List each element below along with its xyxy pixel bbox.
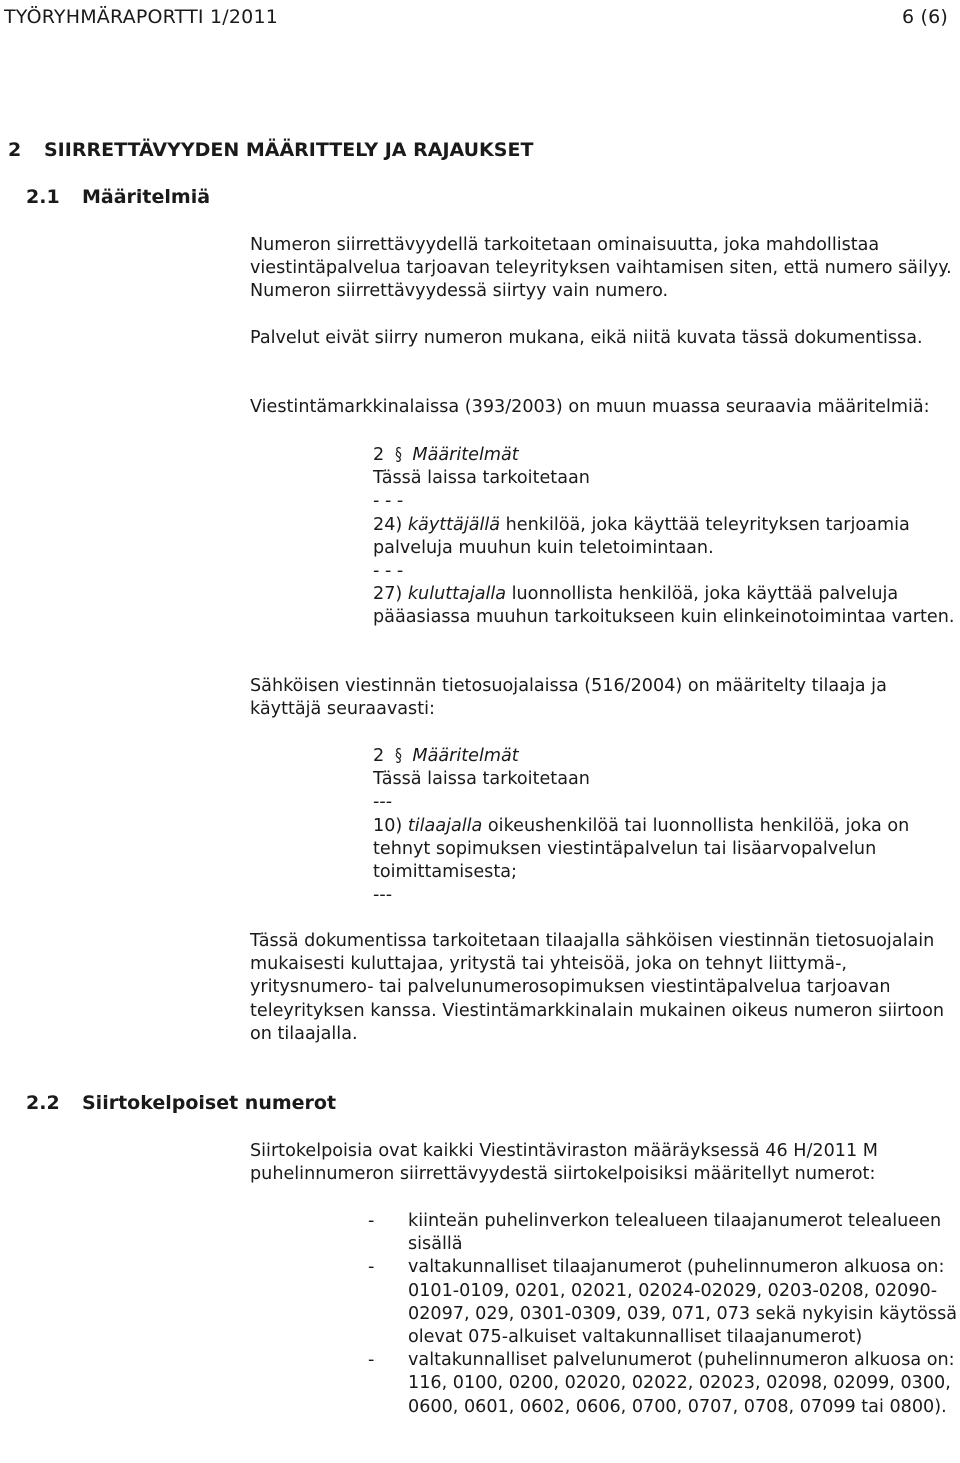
subsection-heading-portable-numbers	[26, 1092, 336, 1114]
definition-consumer: 27) kuluttajalla luonnollista henkilöä, joka käyttää palveluja pääasiassa muuhun tarkoitukseen kuin elinkeinotoimintaa varten.	[373, 584, 955, 628]
paragraph-privacy-act: Sähköisen viestinnän tietosuojalaissa (516/2004) on määritelty tilaaja ja käyttäjä seuraavasti:	[250, 676, 887, 720]
subsection-number: 2.2	[26, 1092, 60, 1114]
definition-user: 24) käyttäjällä henkilöä, joka käyttää teleyrityksen tarjoamia palveluja muuhun kuin teletoimintaan.	[373, 514, 910, 558]
quote-separator: - - -	[373, 491, 404, 512]
quote-separator: ---	[373, 792, 393, 813]
subsection-number: 2.1	[26, 186, 60, 208]
paragraph-portable-numbers: Siirtokelpoisia ovat kaikki Viestintäviraston määräyksessä 46 H/2011 M puhelinnumeron siirrettävyydestä siirtokelpoisiksi määritellyt numerot:	[250, 1141, 878, 1185]
subsection-title: Määritelmiä	[82, 186, 211, 208]
paragraph-communications-market-act: Viestintämarkkinalaissa (393/2003) on muun muassa seuraavia määritelmiä:	[250, 397, 930, 417]
page-number: 6 (6)	[901, 6, 948, 28]
section-number: 2	[8, 139, 22, 161]
section-heading	[8, 139, 533, 161]
list-item: - valtakunnalliset tilaajanumerot (puhelinnumeron alkuosa on: 0101-0109, 0201, 02021, 02024-02029, 0203-0208, 02090-02097, 029, 0301-0309, 039, 071, 073 sekä nykyisin käytössä olevat 075-alkuiset valtakunnalliset tilaajanumerot)	[368, 1257, 958, 1348]
report-header: TYÖRYHMÄRAPORTTI 1/2011	[4, 6, 279, 28]
quote-separator: ---	[373, 885, 393, 906]
law-quote-privacy-act	[373, 744, 958, 907]
section-title: SIIRRETTÄVYYDEN MÄÄRITTELY JA RAJAUKSET	[44, 139, 534, 161]
subsection-heading-definitions	[26, 186, 210, 208]
quote-section-heading: 2 § Määritelmät	[373, 444, 519, 465]
law-quote-communications-market-act	[373, 443, 958, 630]
quote-separator: - - -	[373, 561, 404, 582]
list-item: - kiinteän puhelinverkon telealueen tilaajanumerot telealueen sisällä	[368, 1211, 942, 1255]
subsection-title: Siirtokelpoiset numerot	[82, 1092, 337, 1114]
section-sign: §	[394, 745, 402, 766]
list-item: - valtakunnalliset palvelunumerot (puhelinnumeron alkuosa on: 116, 0100, 0200, 02020, 02022, 02023, 02098, 02099, 0300, 0600, 0601, 0602, 0606, 0700, 0707, 0708, 07099 tai 0800).	[368, 1350, 955, 1417]
paragraph-subscriber-definition: Tässä dokumentissa tarkoitetaan tilaajalla sähköisen viestinnän tietosuojalain mukaisesti kuluttajaa, yritystä tai yhteisöä, joka on tehnyt liittymä-, yritysnumero- tai palvelunumerosopimuksen viestintäpalvelua tarjoavan teleyrityksen kanssa. Viestintämarkkinalain mukainen oikeus numeron siirtoon on tilaajalla.	[250, 931, 944, 1044]
paragraph-services: Palvelut eivät siirry numeron mukana, eikä niitä kuvata tässä dokumentissa.	[250, 328, 923, 348]
quote-intro: Tässä laissa tarkoitetaan	[373, 468, 590, 489]
paragraph-number-portability: Numeron siirrettävyydellä tarkoitetaan ominaisuutta, joka mahdollistaa viestintäpalvelua tarjoavan teleyrityksen vaihtamisen siten, että numero säilyy. Numeron siirrettävyydessä siirtyy vain numero.	[250, 235, 952, 302]
quote-section-heading: 2 § Määritelmät	[373, 745, 519, 766]
definition-subscriber: 10) tilaajalla oikeushenkilöä tai luonnollista henkilöä, joka on tehnyt sopimuksen viestintäpalvelun tai lisäarvopalvelun toimittamisesta;	[373, 815, 910, 883]
quote-intro: Tässä laissa tarkoitetaan	[373, 769, 590, 790]
portable-numbers-list	[368, 1210, 958, 1419]
section-sign: §	[394, 444, 402, 465]
